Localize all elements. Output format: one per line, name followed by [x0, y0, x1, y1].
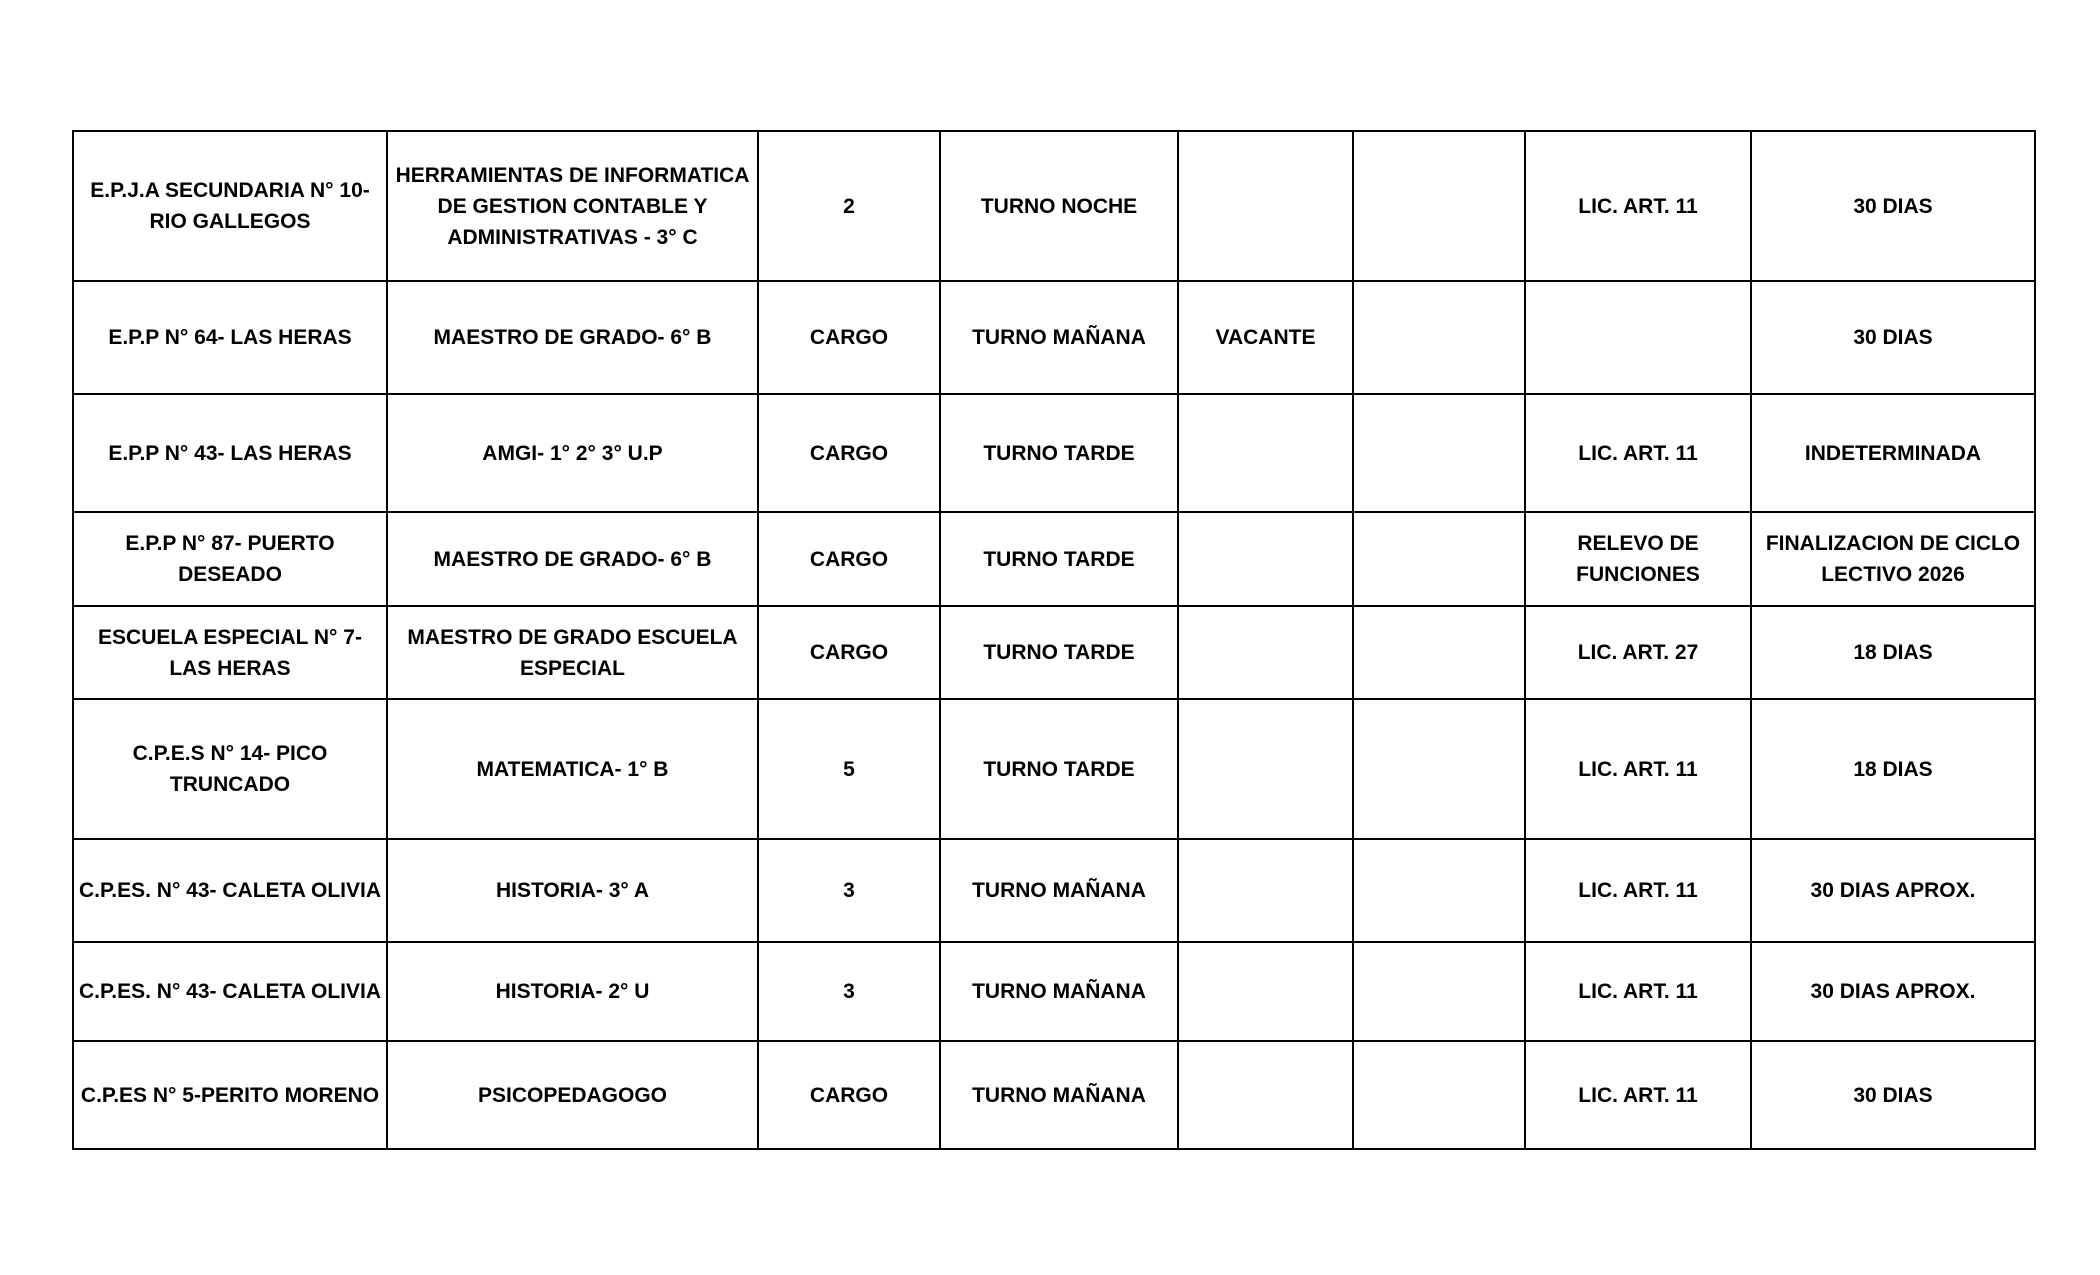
duration-cell: 30 DIAS: [1751, 281, 2035, 394]
hours-cell: CARGO: [758, 394, 940, 512]
duration-cell: 30 DIAS: [1751, 1041, 2035, 1149]
shift-cell: TURNO TARDE: [940, 606, 1178, 699]
hours-cell: CARGO: [758, 512, 940, 606]
hours-cell: CARGO: [758, 1041, 940, 1149]
shift-cell: TURNO NOCHE: [940, 131, 1178, 281]
school-cell: C.P.ES N° 5-PERITO MORENO: [73, 1041, 387, 1149]
status-cell: [1178, 839, 1353, 942]
duration-cell: 30 DIAS APROX.: [1751, 942, 2035, 1041]
extra-cell: [1353, 131, 1525, 281]
extra-cell: [1353, 1041, 1525, 1149]
shift-cell: TURNO MAÑANA: [940, 942, 1178, 1041]
school-cell: E.P.P N° 64- LAS HERAS: [73, 281, 387, 394]
table-row: [73, 942, 2035, 1041]
vacancies-table: [72, 130, 2036, 1150]
subject-cell: MAESTRO DE GRADO- 6° B: [387, 281, 758, 394]
status-cell: [1178, 1041, 1353, 1149]
extra-cell: [1353, 512, 1525, 606]
subject-cell: MAESTRO DE GRADO ESCUELA ESPECIAL: [387, 606, 758, 699]
extra-cell: [1353, 839, 1525, 942]
school-cell: C.P.ES. N° 43- CALETA OLIVIA: [73, 839, 387, 942]
duration-cell: 18 DIAS: [1751, 606, 2035, 699]
subject-cell: AMGI- 1° 2° 3° U.P: [387, 394, 758, 512]
table-body: [73, 131, 2035, 1149]
reason-cell: LIC. ART. 11: [1525, 699, 1751, 839]
duration-cell: FINALIZACION DE CICLO LECTIVO 2026: [1751, 512, 2035, 606]
duration-cell: 30 DIAS APROX.: [1751, 839, 2035, 942]
table-row: [73, 131, 2035, 281]
table-row: [73, 281, 2035, 394]
shift-cell: TURNO TARDE: [940, 394, 1178, 512]
hours-cell: CARGO: [758, 281, 940, 394]
reason-cell: LIC. ART. 11: [1525, 1041, 1751, 1149]
table-row: [73, 394, 2035, 512]
subject-cell: MATEMATICA- 1° B: [387, 699, 758, 839]
hours-cell: 3: [758, 942, 940, 1041]
subject-cell: PSICOPEDAGOGO: [387, 1041, 758, 1149]
status-cell: VACANTE: [1178, 281, 1353, 394]
extra-cell: [1353, 281, 1525, 394]
status-cell: [1178, 131, 1353, 281]
shift-cell: TURNO TARDE: [940, 699, 1178, 839]
status-cell: [1178, 394, 1353, 512]
duration-cell: INDETERMINADA: [1751, 394, 2035, 512]
duration-cell: 18 DIAS: [1751, 699, 2035, 839]
hours-cell: 3: [758, 839, 940, 942]
table-row: [73, 1041, 2035, 1149]
hours-cell: CARGO: [758, 606, 940, 699]
reason-cell: LIC. ART. 27: [1525, 606, 1751, 699]
extra-cell: [1353, 394, 1525, 512]
status-cell: [1178, 942, 1353, 1041]
school-cell: C.P.ES. N° 43- CALETA OLIVIA: [73, 942, 387, 1041]
table-row: [73, 839, 2035, 942]
hours-cell: 2: [758, 131, 940, 281]
reason-cell: [1525, 281, 1751, 394]
extra-cell: [1353, 942, 1525, 1041]
shift-cell: TURNO MAÑANA: [940, 281, 1178, 394]
status-cell: [1178, 699, 1353, 839]
shift-cell: TURNO TARDE: [940, 512, 1178, 606]
shift-cell: TURNO MAÑANA: [940, 1041, 1178, 1149]
reason-cell: LIC. ART. 11: [1525, 131, 1751, 281]
school-cell: E.P.J.A SECUNDARIA N° 10- RIO GALLEGOS: [73, 131, 387, 281]
duration-cell: 30 DIAS: [1751, 131, 2035, 281]
school-cell: ESCUELA ESPECIAL N° 7- LAS HERAS: [73, 606, 387, 699]
reason-cell: LIC. ART. 11: [1525, 839, 1751, 942]
table-row: [73, 512, 2035, 606]
reason-cell: LIC. ART. 11: [1525, 942, 1751, 1041]
shift-cell: TURNO MAÑANA: [940, 839, 1178, 942]
extra-cell: [1353, 606, 1525, 699]
reason-cell: LIC. ART. 11: [1525, 394, 1751, 512]
reason-cell: RELEVO DE FUNCIONES: [1525, 512, 1751, 606]
status-cell: [1178, 606, 1353, 699]
hours-cell: 5: [758, 699, 940, 839]
table-row: [73, 699, 2035, 839]
school-cell: E.P.P N° 87- PUERTO DESEADO: [73, 512, 387, 606]
status-cell: [1178, 512, 1353, 606]
school-cell: E.P.P N° 43- LAS HERAS: [73, 394, 387, 512]
subject-cell: MAESTRO DE GRADO- 6° B: [387, 512, 758, 606]
extra-cell: [1353, 699, 1525, 839]
school-cell: C.P.E.S N° 14- PICO TRUNCADO: [73, 699, 387, 839]
table-row: [73, 606, 2035, 699]
subject-cell: HERRAMIENTAS DE INFORMATICA DE GESTION CONTABLE Y ADMINISTRATIVAS - 3° C: [387, 131, 758, 281]
subject-cell: HISTORIA- 3° A: [387, 839, 758, 942]
subject-cell: HISTORIA- 2° U: [387, 942, 758, 1041]
